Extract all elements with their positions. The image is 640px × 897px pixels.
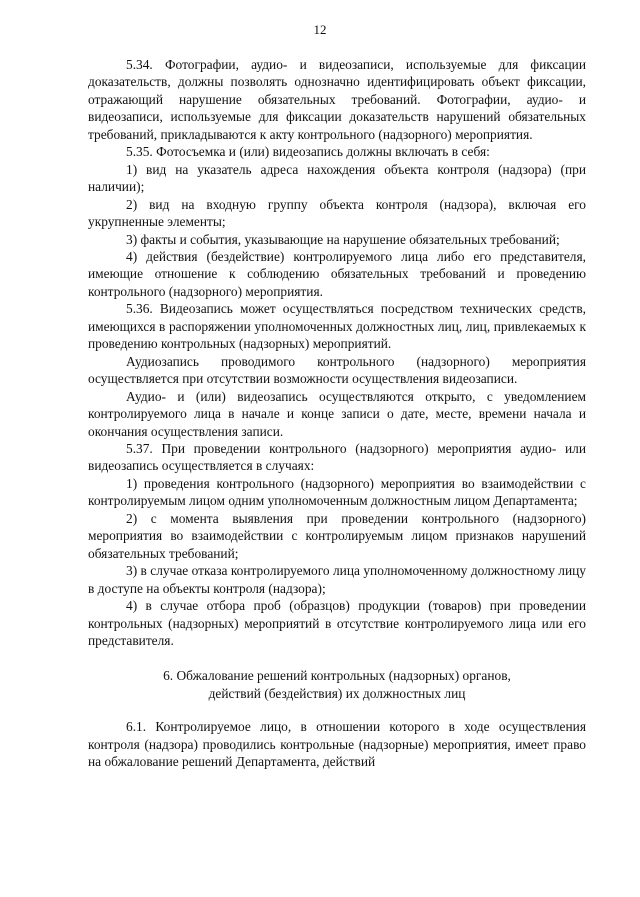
list-item-5-37-4: 4) в случае отбора проб (образцов) продукции (товаров) при проведении контрольных (надзорных) мероприятий в отсутствие контролируемого лица или его представителя.	[88, 598, 586, 648]
paragraph-5-37: 5.37. При проведении контрольного (надзорного) мероприятия аудио- или видеозапись осуществляется в случаях:	[88, 440, 586, 474]
list-item-5-37-3: 3) в случае отказа контролируемого лица уполномоченному должностному лицу в доступе на объекты контроля (надзора);	[88, 563, 586, 596]
paragraph-audio: Аудиозапись проводимого контрольного (надзорного) мероприятия осуществляется при отсутствии возможности осуществления видеозаписи.	[88, 353, 586, 387]
document-body	[88, 56, 586, 771]
paragraph-5-36: 5.36. Видеозапись может осуществляться посредством технических средств, имеющихся в распоряжении уполномоченных должностных лиц, лиц, привлекаемых к проведению контрольных (надзорных) мероприятий.	[88, 301, 586, 352]
section-heading-line2: действий (бездействия) их должностных лиц	[208, 685, 466, 701]
list-item-5-35-3: 3) факты и события, указывающие на нарушение обязательных требований;	[126, 231, 560, 247]
paragraph-5-35: 5.35. Фотосъемка и (или) видеозапись должны включать в себя:	[126, 144, 490, 160]
list-item-5-35-4: 4) действия (бездействие) контролируемого лица либо его представителя, имеющие отношение к соблюдению обязательных требований и проведению контрольного (надзорного) мероприятия.	[88, 248, 586, 299]
list-item-5-37-2: 2) с момента выявления при проведении контрольного (надзорного) мероприятия во взаимодействии с контролируемым лицом признаков нарушений обязательных требований;	[88, 510, 586, 561]
list-item-5-37-1: 1) проведения контрольного (надзорного) мероприятия во взаимодействии с контролируемым лицом одним уполномоченным должностным лицом Департамента;	[88, 475, 586, 509]
page-number: 12	[313, 22, 327, 37]
list-item-5-35-1: 1) вид на указатель адреса нахождения объекта контроля (надзора) (при наличии);	[88, 161, 586, 195]
list-item-5-35-2: 2) вид на входную группу объекта контроля (надзора), включая его укрупненные элементы;	[88, 196, 586, 230]
paragraph-5-34: 5.34. Фотографии, аудио- и видеозаписи, используемые для фиксации доказательств, должны позволять однозначно идентифицировать объект фиксации, отражающий нарушение обязательных требований. Фотографии, аудио- и видеозаписи, используемые для фиксации доказательств нарушений обязательных требований, прикладываются к акту контрольного (надзорного) мероприятия.	[88, 57, 586, 142]
section-heading	[88, 667, 586, 702]
paragraph-6-1: 6.1. Контролируемое лицо, в отношении которого в ходе осуществления контроля (надзора) проводились контрольные (надзорные) мероприятия, имеет право на обжалование решений Департамента, действий	[88, 719, 586, 770]
spacer	[88, 702, 586, 718]
paragraph-recording: Аудио- и (или) видеозапись осуществляются открыто, с уведомлением контролируемого лица в начале и конце записи о дате, месте, времени начала и окончания осуществления записи.	[88, 388, 586, 439]
section-heading-line1: 6. Обжалование решений контрольных (надзорных) органов,	[163, 668, 511, 684]
